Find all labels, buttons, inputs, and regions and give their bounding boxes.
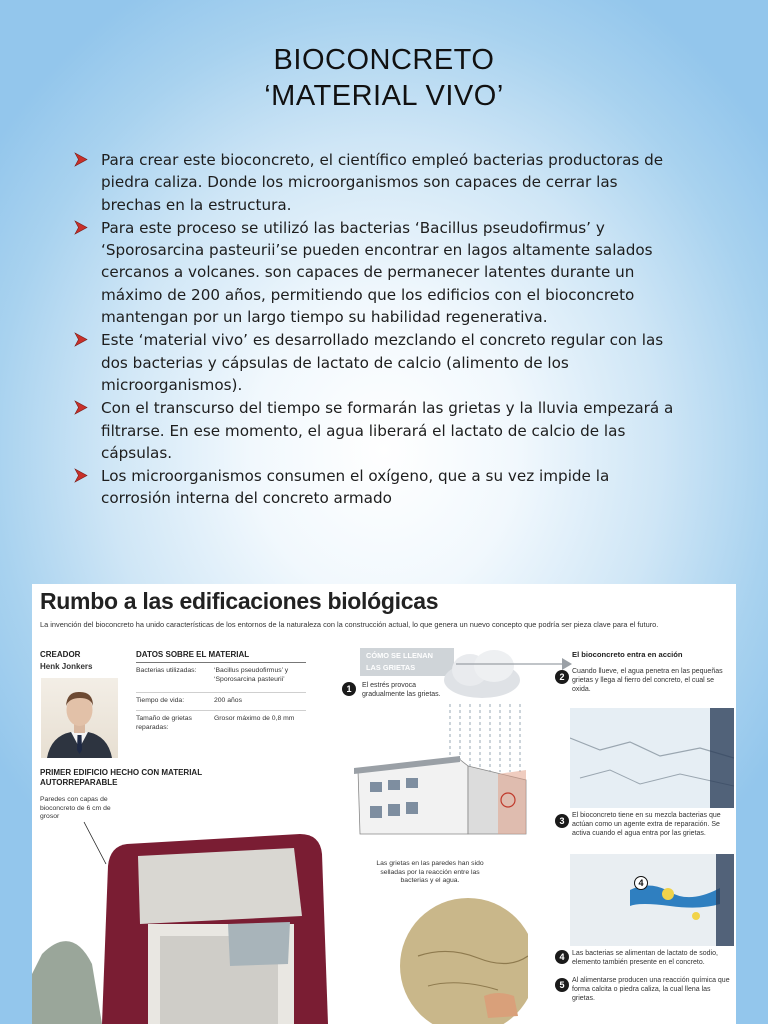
bullet-item xyxy=(74,149,674,216)
bullet-text: Para este proceso se utilizó las bacterias ‘Bacillus pseudofirmus’ y ‘Sporosarcina pasteurii’se pueden encontrar en lagos altamente salados cercanos a volcanes. son capaces de permanecer latentes durante un máximo de 200 años, permitiendo que los edificios con el bioconcreto mantengan por un largo tiempo su habilidad regenerativa. xyxy=(101,218,653,327)
datos-value: 200 años xyxy=(214,697,242,704)
slide-title-line2: ‘MATERIAL VIVO’ xyxy=(264,80,504,112)
step-number: 2 xyxy=(555,670,569,684)
cracked-wall-closeup xyxy=(388,886,528,1024)
step-number: 5 xyxy=(555,978,569,992)
datos-value: ‘Bacillus pseudofirmus’ y ‘Sporosarcina pasteurii’ xyxy=(214,667,289,683)
creator-photo xyxy=(41,678,118,758)
arrow-bullet-icon xyxy=(74,400,88,415)
step-text: Al alimentarse producen una reacción química que forma calcita o piedra caliza, la cual llena las grietas. xyxy=(572,977,730,1002)
accion-label: El bioconcreto entra en acción xyxy=(572,650,683,659)
infographic-subtitle: La invención del bioconcreto ha unido características de los entornos de la naturaleza con la construcción actual, lo que genera un nuevo concepto que podría ser pieza clave para el futuro. xyxy=(40,620,659,629)
bullet-list xyxy=(74,149,674,511)
datos-separator xyxy=(136,692,306,693)
bullet-item xyxy=(74,329,674,396)
creador-label: CREADOR xyxy=(40,650,81,659)
datos-key: Tamaño de grietas reparadas: xyxy=(136,715,192,731)
datos-value: Grosor máximo de 0,8 mm xyxy=(214,715,295,722)
bullet-text: Este ‘material vivo’ es desarrollado mezclando el concreto regular con las dos bacterias y cápsulas de lactato de calcio (alimento de los microorganismos). xyxy=(101,331,664,394)
slide-title xyxy=(0,42,768,114)
step-number: 3 xyxy=(555,814,569,828)
infographic xyxy=(32,584,736,1024)
datos-key: Tiempo de vida: xyxy=(136,697,185,704)
datos-separator xyxy=(136,710,306,711)
arrow-bullet-icon xyxy=(74,220,88,235)
arrow-bullet-icon xyxy=(74,152,88,167)
slide-title-line1: BIOCONCRETO xyxy=(273,44,495,76)
edificio-label: PRIMER EDIFICIO HECHO CON MATERIAL AUTORREPARABLE xyxy=(40,768,202,787)
person-portrait-icon xyxy=(41,678,118,758)
step-text: El estrés provoca gradualmente las grietas. xyxy=(362,682,441,698)
house-illustration xyxy=(348,734,528,838)
step-text: Cuando llueve, el agua penetra en las pequeñas grietas y llega al fierro del concreto, el cual se oxida. xyxy=(572,668,723,693)
bullet-text: Los microorganismos consumen el oxígeno, que a su vez impide la corrosión interna del concreto armado xyxy=(101,467,610,508)
arrow-bullet-icon xyxy=(74,468,88,483)
paredes-note: Paredes con capas de bioconcreto de 6 cm de grosor xyxy=(40,796,111,820)
datos-label: DATOS SOBRE EL MATERIAL xyxy=(136,650,250,659)
modular-building-illustration xyxy=(32,804,362,1024)
grietas-note: Las grietas en las paredes han sido selladas por la reacción entre las bacterias y el agua. xyxy=(376,860,484,885)
step-text: El bioconcreto tiene en su mezcla bacterias que actúan como un agente extra de reparación. Se activa cuando el agua entra por las grietas. xyxy=(572,812,721,837)
marker-4: 4 xyxy=(634,876,648,890)
datos-divider xyxy=(136,662,306,663)
como-label: CÓMO SE LLENAN LAS GRIETAS xyxy=(360,648,454,676)
crack-detail-1 xyxy=(570,708,734,808)
bullet-item xyxy=(74,217,674,328)
bullet-item xyxy=(74,397,674,464)
bullet-text: Con el transcurso del tiempo se formarán las grietas y la lluvia empezará a filtrarse. En ese momento, el agua liberará el lactato de calcio de las cápsulas. xyxy=(101,399,674,462)
creador-name: Henk Jonkers xyxy=(40,662,93,671)
bullet-text: Para crear este bioconcreto, el científico empleó bacterias productoras de piedra caliza. Donde los microorganismos son capaces de cerrar las brechas en la estructura. xyxy=(101,151,664,214)
arrow-bullet-icon xyxy=(74,332,88,347)
step-number: 1 xyxy=(342,682,356,696)
step-number: 4 xyxy=(555,950,569,964)
step-text: Las bacterias se alimentan de lactato de sodio, elemento también presente en el concreto. xyxy=(572,950,718,966)
infographic-title: Rumbo a las edificaciones biológicas xyxy=(40,588,439,614)
datos-key: Bacterias utilizadas: xyxy=(136,667,197,674)
bullet-item xyxy=(74,465,674,510)
crack-detail-2 xyxy=(570,854,734,946)
